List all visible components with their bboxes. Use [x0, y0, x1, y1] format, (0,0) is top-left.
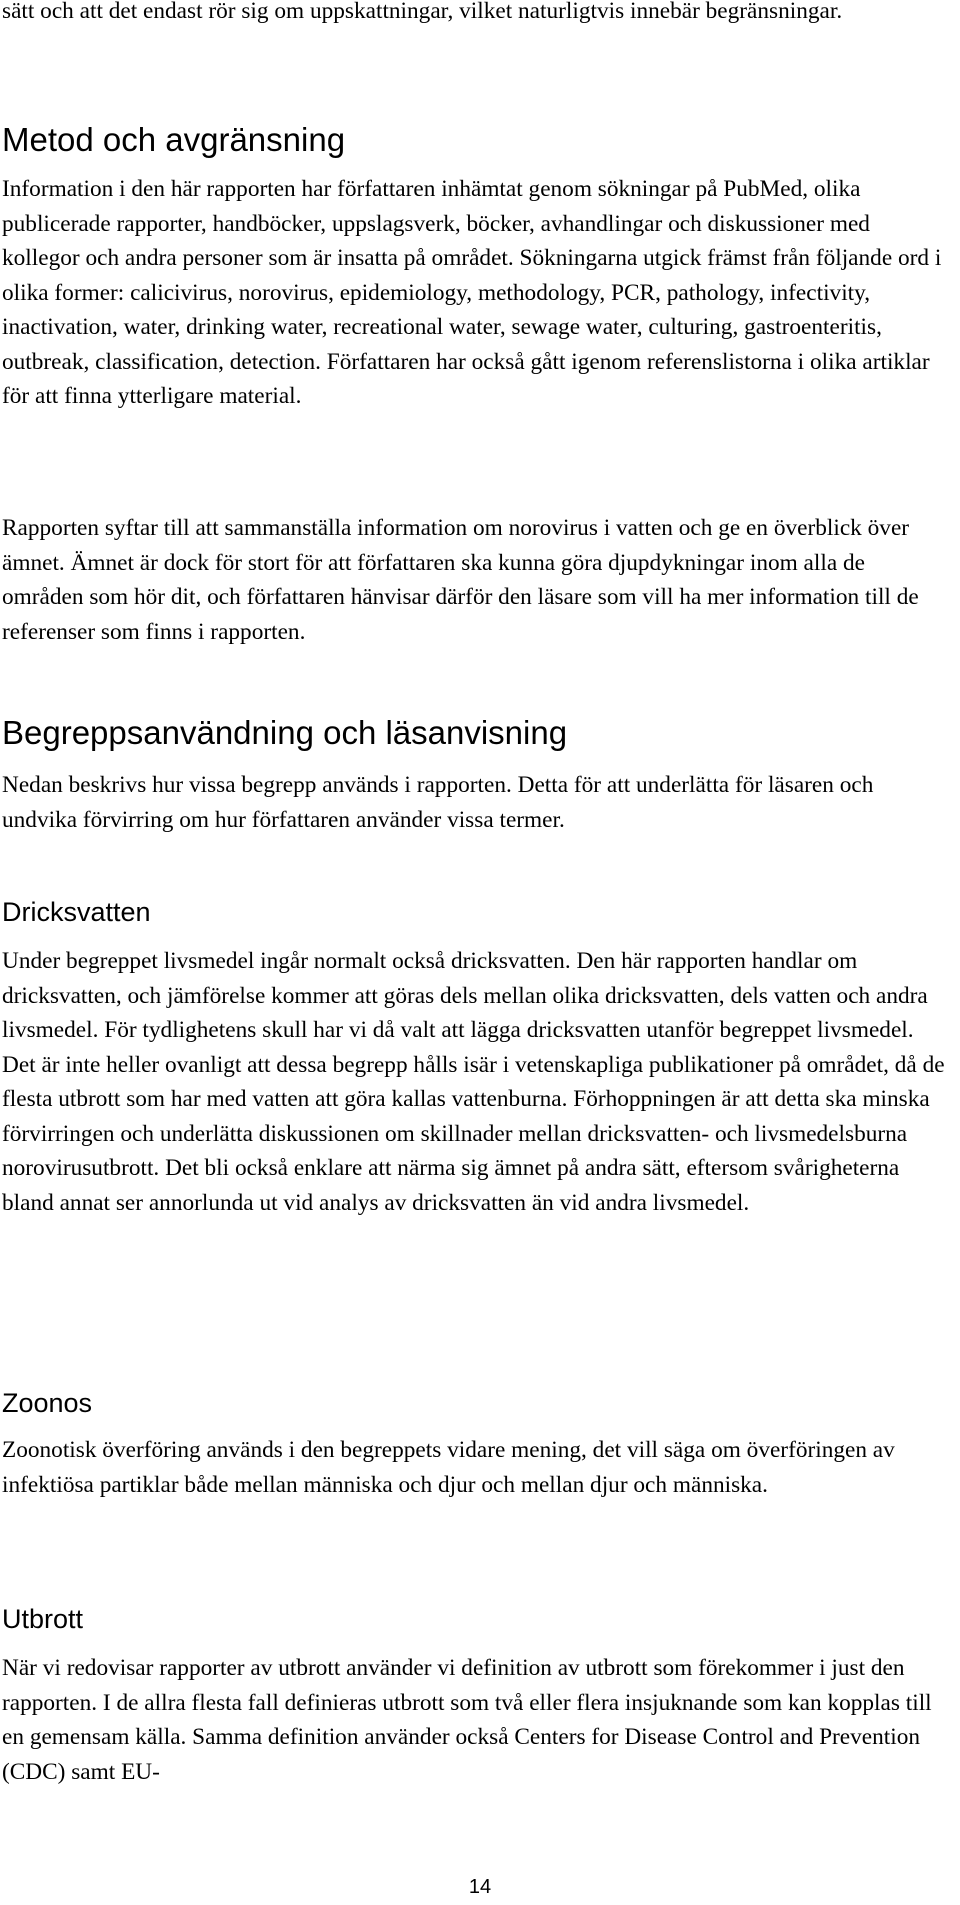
zoonos-paragraph-1: Zoonotisk överföring används i den begreppets vidare mening, det vill säga om överföringen av infektiösa partiklar både mellan människa och djur och mellan djur och människa. — [2, 1437, 895, 1498]
heading-utbrott: Utbrott — [2, 1604, 84, 1634]
begrepp-paragraph-1: Nedan beskrivs hur vissa begrepp används i rapporten. Detta för att underlätta för läsaren och undvika förvirring om hur författaren använder vissa termer. — [2, 772, 874, 833]
dricksvatten-paragraph-1: Under begreppet livsmedel ingår normalt också dricksvatten. Den här rapporten handlar om dricksvatten, och jämförelse kommer att göras dels mellan olika dricksvatten, dels vatten och andra livsmedel. För tydlighetens skull har vi då valt att lägga dricksvatten utanför begreppet livsmedel. Det är inte heller ovanligt att dessa begrepp hålls isär i vetenskapliga publikationer på området, då de flesta utbrott som har med vatten att göra kallas vattenburna. Förhoppningen är att detta ska minska förvirringen och underlätta diskussionen om skillnader mellan dricksvatten- och livsmedelsburna norovirusutbrott. Det bli också enklare att närma sig ämnet på andra sätt, eftersom svårigheterna bland annat ser annorlunda ut vid analys av dricksvatten än vid andra livsmedel. — [2, 948, 945, 1216]
intro-paragraph: sätt och att det endast rör sig om uppskattningar, vilket naturligtvis innebär begränsningar. — [2, 0, 843, 24]
heading-zoonos: Zoonos — [2, 1388, 93, 1418]
heading-begrepp: Begreppsanvändning och läsanvisning — [2, 714, 568, 751]
page-number: 14 — [468, 1876, 492, 1898]
metod-paragraph-2: Rapporten syftar till att sammanställa information om norovirus i vatten och ge en överblick över ämnet. Ämnet är dock för stort för att författaren ska kunna göra djupdykningar inom alla de områden som hör dit, och författaren hänvisar därför den läsare som vill ha mer information till de referenser som finns i rapporten. — [2, 515, 919, 645]
utbrott-paragraph-1: När vi redovisar rapporter av utbrott använder vi definition av utbrott som förekommer i just den rapporten. I de allra flesta fall definieras utbrott som två eller flera insjuknande som kan kopplas till en gemensam källa. Samma definition använder också Centers for Disease Control and Prevention (CDC) samt EU- — [2, 1655, 932, 1785]
heading-dricksvatten: Dricksvatten — [2, 897, 151, 927]
metod-paragraph-1: Information i den här rapporten har författaren inhämtat genom sökningar på PubMed, olika publicerade rapporter, handböcker, uppslagsverk, böcker, avhandlingar och diskussioner med kollegor och andra personer som är insatta på området. Sökningarna utgick främst från följande ord i olika former: calicivirus, norovirus, epidemiology, methodology, PCR, pathology, infectivity, inactivation, water, drinking water, recreational water, sewage water, culturing, gastroenteritis, outbreak, classification, detection. Författaren har också gått igenom referenslistorna i olika artiklar för att finna ytterligare material. — [2, 176, 942, 409]
heading-metod: Metod och avgränsning — [2, 121, 346, 158]
